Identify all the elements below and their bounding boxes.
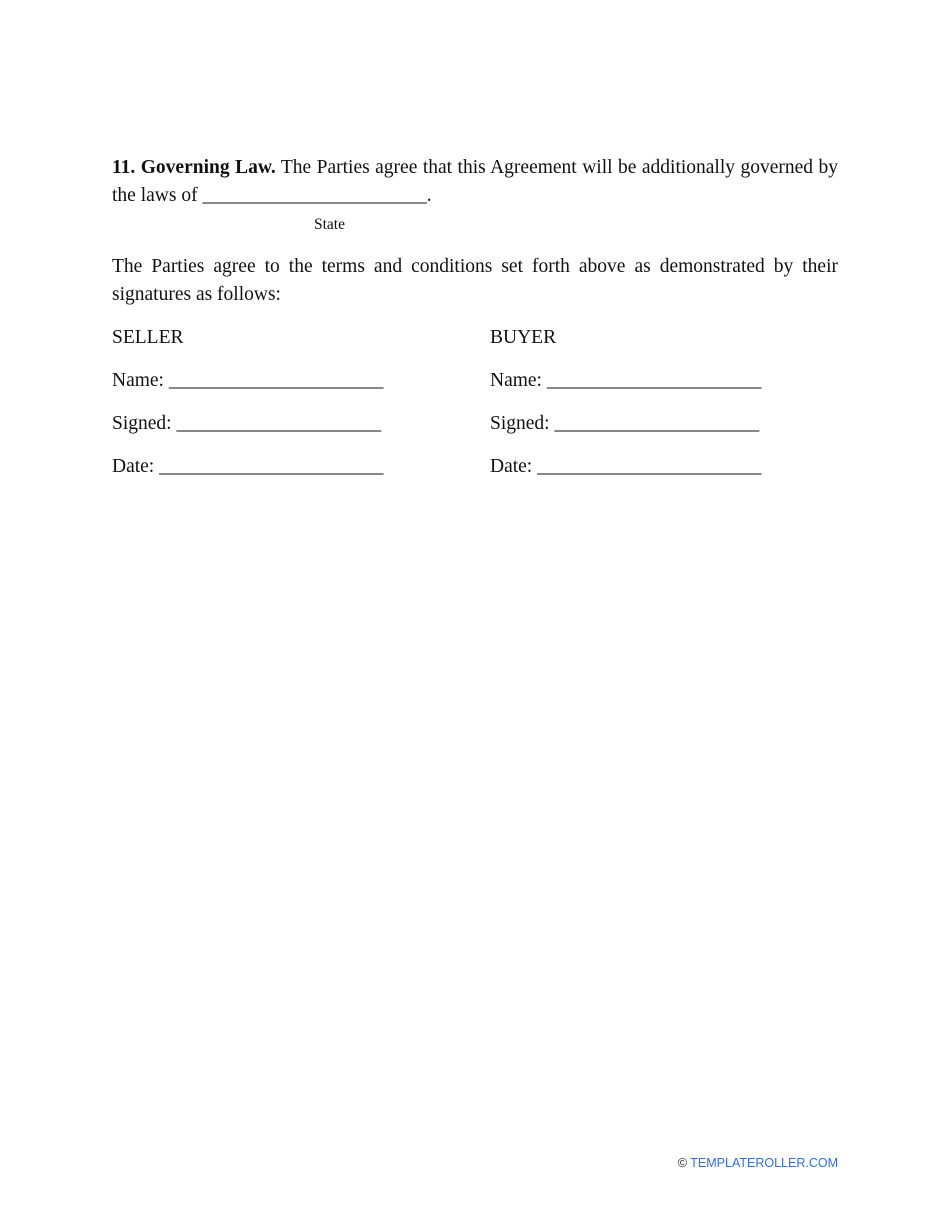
buyer-name-line[interactable]: Name: ______________________ xyxy=(490,370,762,391)
governing-law-paragraph xyxy=(112,154,838,210)
state-blank[interactable]: _______________________ xyxy=(202,185,427,206)
agreement-paragraph: The Parties agree to the terms and conditions set forth above as demonstrated by their signatures as follows: xyxy=(112,256,838,305)
governing-law-period: . xyxy=(426,185,432,206)
seller-heading: SELLER xyxy=(112,327,184,348)
seller-signed-line[interactable]: Signed: _____________________ xyxy=(112,413,382,434)
seller-name-line[interactable]: Name: ______________________ xyxy=(112,370,384,391)
governing-law-heading: 11. Governing Law. xyxy=(112,157,276,178)
buyer-heading: BUYER xyxy=(490,327,557,348)
buyer-date-line[interactable]: Date: _______________________ xyxy=(490,456,762,477)
copyright-symbol: © xyxy=(677,1156,691,1170)
buyer-signed-line[interactable]: Signed: _____________________ xyxy=(490,413,760,434)
footer-credit xyxy=(678,1155,838,1171)
governing-law-text: The Parties agree that this Agreement will be additionally governed by the laws of xyxy=(112,157,839,206)
templateroller-link[interactable]: TEMPLATEROLLER.COM xyxy=(690,1156,838,1170)
seller-date-line[interactable]: Date: _______________________ xyxy=(112,456,384,477)
state-field-label: State xyxy=(314,216,345,233)
